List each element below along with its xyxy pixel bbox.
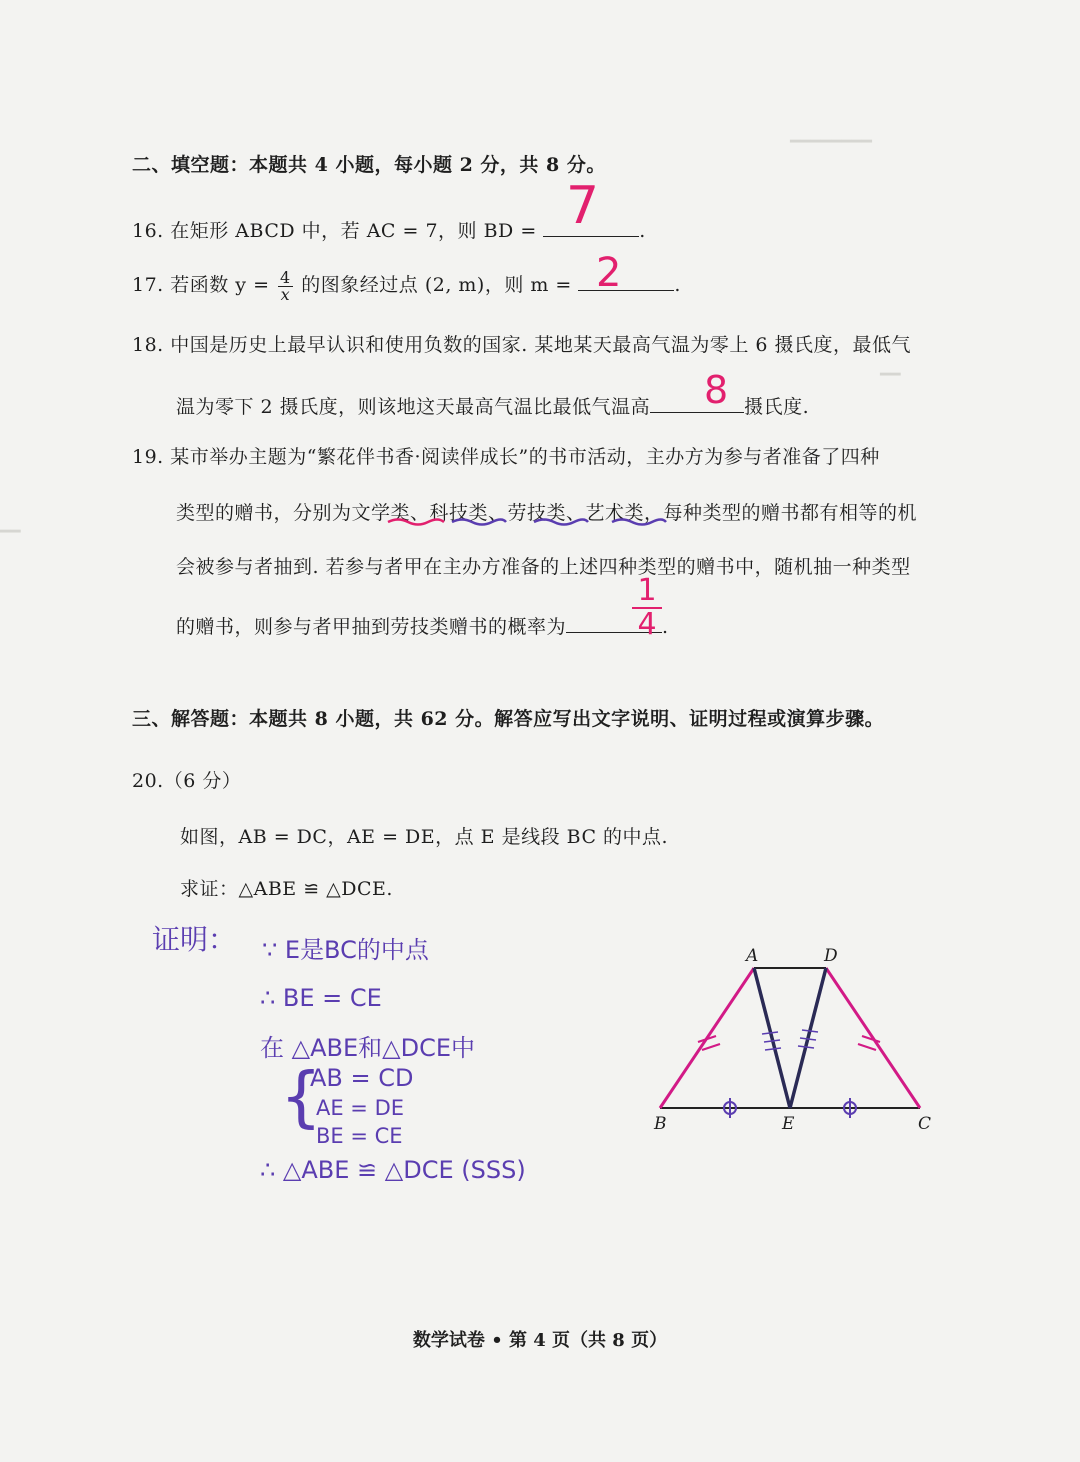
fraction: $\frac{4}{x}$: [280, 267, 291, 304]
question-number: 16.: [132, 220, 164, 242]
section3-heading: 三、解答题：本题共 8 小题，共 62 分。解答应写出文字说明、证明过程或演算步骤。: [132, 708, 885, 730]
vertex-label-a: A: [746, 946, 759, 966]
answer-denominator: 4: [637, 607, 657, 642]
handwritten-answer-18: 8: [704, 368, 729, 412]
question-number: 19.: [132, 446, 164, 468]
proof-system-1: AB = CD: [310, 1064, 414, 1092]
question-20-given: 如图，AB = DC，AE = DE，点 E 是线段 BC 的中点.: [180, 826, 669, 848]
question-text: 在矩形 ABCD 中，若 AC = 7，则 BD =: [170, 220, 537, 242]
answer-numerator: 1: [637, 573, 657, 608]
bleed-through-mark: ━━: [0, 522, 21, 542]
proof-conclusion: ∴ △ABE ≌ △DCE (SSS): [260, 1156, 526, 1184]
page-footer: 数学试卷 • 第 4 页（共 8 页）: [412, 1330, 668, 1351]
question-20-number: 20.（6 分）: [132, 770, 242, 792]
vertex-label-d: D: [824, 946, 839, 966]
question-text-suffix: 的图象经过点 (2, m)，则 m =: [301, 274, 572, 296]
section2-heading: 二、填空题：本题共 4 小题，每小题 2 分，共 8 分。: [132, 154, 606, 176]
question-19-line2: 类型的赠书，分别为文学类、科技类、劳技类、艺术类，每种类型的赠书都有相等的机: [176, 502, 918, 524]
vertex-label-e: E: [782, 1114, 795, 1134]
question-number: 17.: [132, 274, 164, 296]
question-number: 18.: [132, 334, 164, 356]
proof-step-3: 在 △ABE和△DCE中: [260, 1034, 475, 1062]
question-text-prefix: 若函数 y =: [170, 274, 270, 296]
question-18-line1: 18. 中国是历史上最早认识和使用负数的国家. 某地某天最高气温为零上 6 摄氏度，最低气: [132, 334, 912, 356]
question-16: 16. 在矩形 ABCD 中，若 AC = 7，则 BD = .: [132, 210, 646, 243]
proof-step-2: ∴ BE = CE: [260, 984, 382, 1012]
proof-brace: {: [280, 1058, 322, 1135]
proof-step-1: ∵ E是BC的中点: [262, 936, 429, 964]
handwritten-answer-17: 2: [596, 250, 622, 296]
bleed-through-mark: ━━: [880, 365, 901, 385]
bleed-through-mark: ━━━━━━━━: [790, 132, 872, 152]
proof-system-3: BE = CE: [316, 1124, 403, 1148]
proof-system-2: AE = DE: [316, 1096, 405, 1120]
vertex-label-b: B: [654, 1114, 667, 1134]
question-18-line2: 温为零下 2 摄氏度，则该地这天最高气温比最低气温高 摄氏度.: [176, 386, 809, 419]
question-19-line4: 的赠书，则参与者甲抽到劳技类赠书的概率为 .: [176, 606, 669, 639]
proof-label: 证明：: [152, 923, 237, 956]
question-17: 17. 若函数 y = $\frac{4}{x}$ 的图象经过点 (2, m)，则 m = .: [132, 264, 681, 303]
question-19-line1: 19. 某市举办主题为“繁花伴书香·阅读伴成长”的书市活动，主办方为参与者准备了四种: [132, 446, 880, 468]
question-20-prove: 求证：△ABE ≌ △DCE.: [180, 878, 393, 900]
question-19-line3: 会被参与者抽到. 若参与者甲在主办方准备的上述四种类型的赠书中，随机抽一种类型: [176, 556, 911, 578]
vertex-label-c: C: [918, 1114, 932, 1134]
handwritten-answer-16: 7: [566, 176, 600, 236]
